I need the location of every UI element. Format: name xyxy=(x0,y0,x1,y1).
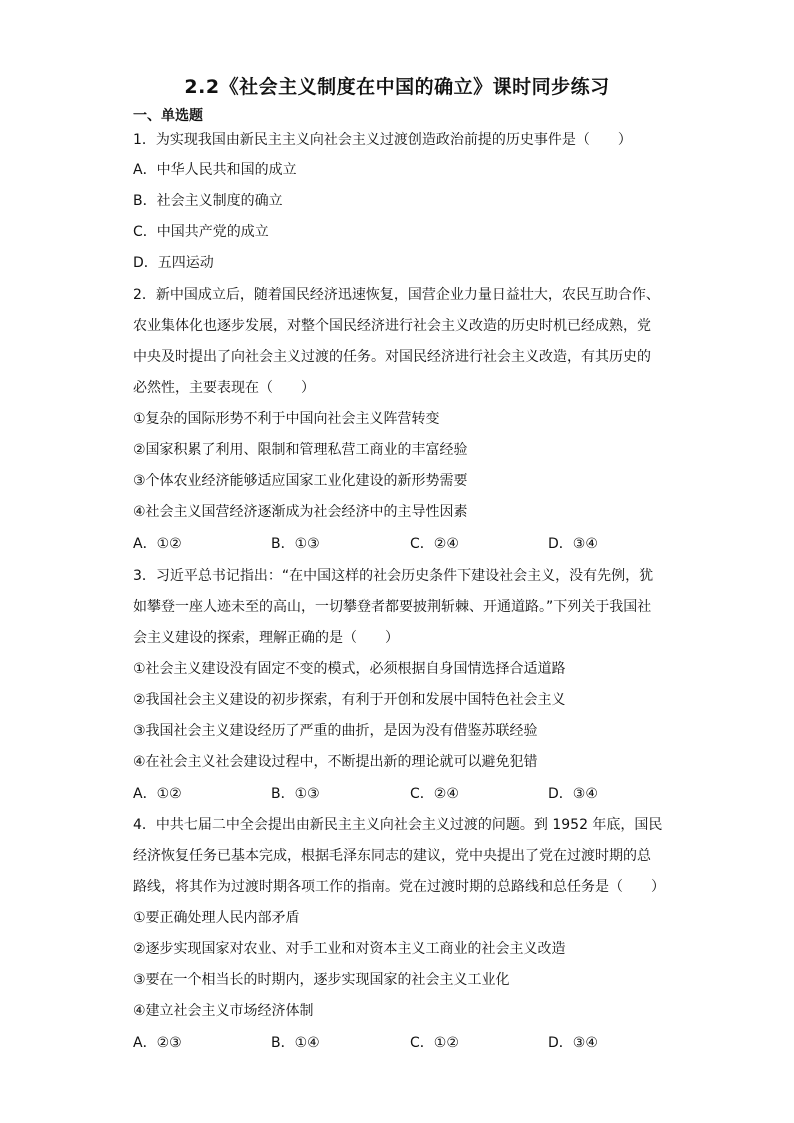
question-2-choice-d: D．③④ xyxy=(548,536,598,552)
question-4-stem-line: 4．中共七届二中全会提出由新民主主义向社会主义过渡的问题。到 1952 年底，国民 xyxy=(133,817,663,833)
question-2-choice-a: A．①② xyxy=(133,536,182,552)
question-3-stem-line: 会主义建设的探索，理解正确的是（ ） xyxy=(133,630,399,646)
question-1-stem: 1．为实现我国由新民主主义向社会主义过渡创造政治前提的历史事件是（ ） xyxy=(133,132,632,148)
question-3-statement: ②我国社会主义建设的初步探索，有利于开创和发展中国特色社会主义 xyxy=(133,692,566,708)
question-4-choice-a: A．②③ xyxy=(133,1035,182,1051)
question-4-choice-b: B．①④ xyxy=(271,1035,320,1051)
question-4-stem-line: 路线，将其作为过渡时期各项工作的指南。党在过渡时期的总路线和总任务是（ ） xyxy=(133,879,665,895)
question-3-choice-b: B．①③ xyxy=(271,786,320,802)
question-1-choice-b: B．社会主义制度的确立 xyxy=(133,193,283,209)
page-title: 2.2《社会主义制度在中国的确立》课时同步练习 xyxy=(184,76,610,98)
question-3-statement: ①社会主义建设没有固定不变的模式，必须根据自身国情选择合适道路 xyxy=(133,661,566,677)
question-3-stem-line: 如攀登一座人迹未至的高山，一切攀登者都要披荆斩棘、开通道路。”下列关于我国社 xyxy=(133,599,652,615)
question-4-statement: ③要在一个相当长的时期内，逐步实现国家的社会主义工业化 xyxy=(133,972,510,988)
section-heading: 一、单选题 xyxy=(133,108,203,124)
question-4-statement: ④建立社会主义市场经济体制 xyxy=(133,1003,314,1019)
question-1-choice-d: D．五四运动 xyxy=(133,255,214,271)
question-2-statement: ②国家积累了利用、限制和管理私营工商业的丰富经验 xyxy=(133,442,468,458)
question-3-statement: ④在社会主义社会建设过程中，不断提出新的理论就可以避免犯错 xyxy=(133,754,538,770)
question-2-statement: ①复杂的国际形势不利于中国向社会主义阵营转变 xyxy=(133,411,440,427)
question-2-stem-line: 农业集体化也逐步发展，对整个国民经济进行社会主义改造的历史时机已经成熟，党 xyxy=(133,318,651,334)
question-3-choice-a: A．①② xyxy=(133,786,182,802)
question-3-statement: ③我国社会主义建设经历了严重的曲折，是因为没有借鉴苏联经验 xyxy=(133,723,538,739)
question-4-statement: ①要正确处理人民内部矛盾 xyxy=(133,910,300,926)
question-2-choice-b: B．①③ xyxy=(271,536,320,552)
question-4-choice-d: D．③④ xyxy=(548,1035,598,1051)
question-4-statement: ②逐步实现国家对农业、对手工业和对资本主义工商业的社会主义改造 xyxy=(133,941,566,957)
question-2-stem-line: 必然性，主要表现在（ ） xyxy=(133,380,315,396)
question-2-statement: ③个体农业经济能够适应国家工业化建设的新形势需要 xyxy=(133,473,468,489)
question-4-choice-c: C．①② xyxy=(410,1035,459,1051)
question-2-choice-c: C．②④ xyxy=(410,536,459,552)
question-3-choice-d: D．③④ xyxy=(548,786,598,802)
question-3-choice-c: C．②④ xyxy=(410,786,459,802)
question-4-stem-line: 经济恢复任务已基本完成，根据毛泽东同志的建议，党中央提出了党在过渡时期的总 xyxy=(133,848,651,864)
question-1-choice-c: C．中国共产党的成立 xyxy=(133,224,269,240)
question-1-choice-a: A．中华人民共和国的成立 xyxy=(133,162,297,178)
question-2-stem-line: 中央及时提出了向社会主义过渡的任务。对国民经济进行社会主义改造，有其历史的 xyxy=(133,349,651,365)
question-3-stem-line: 3．习近平总书记指出：“在中国这样的社会历史条件下建设社会主义，没有先例，犹 xyxy=(133,568,654,584)
question-2-stem-line: 2．新中国成立后，随着国民经济迅速恢复，国营企业力量日益壮大，农民互助合作、 xyxy=(133,287,660,303)
question-2-statement: ④社会主义国营经济逐渐成为社会经济中的主导性因素 xyxy=(133,504,468,520)
